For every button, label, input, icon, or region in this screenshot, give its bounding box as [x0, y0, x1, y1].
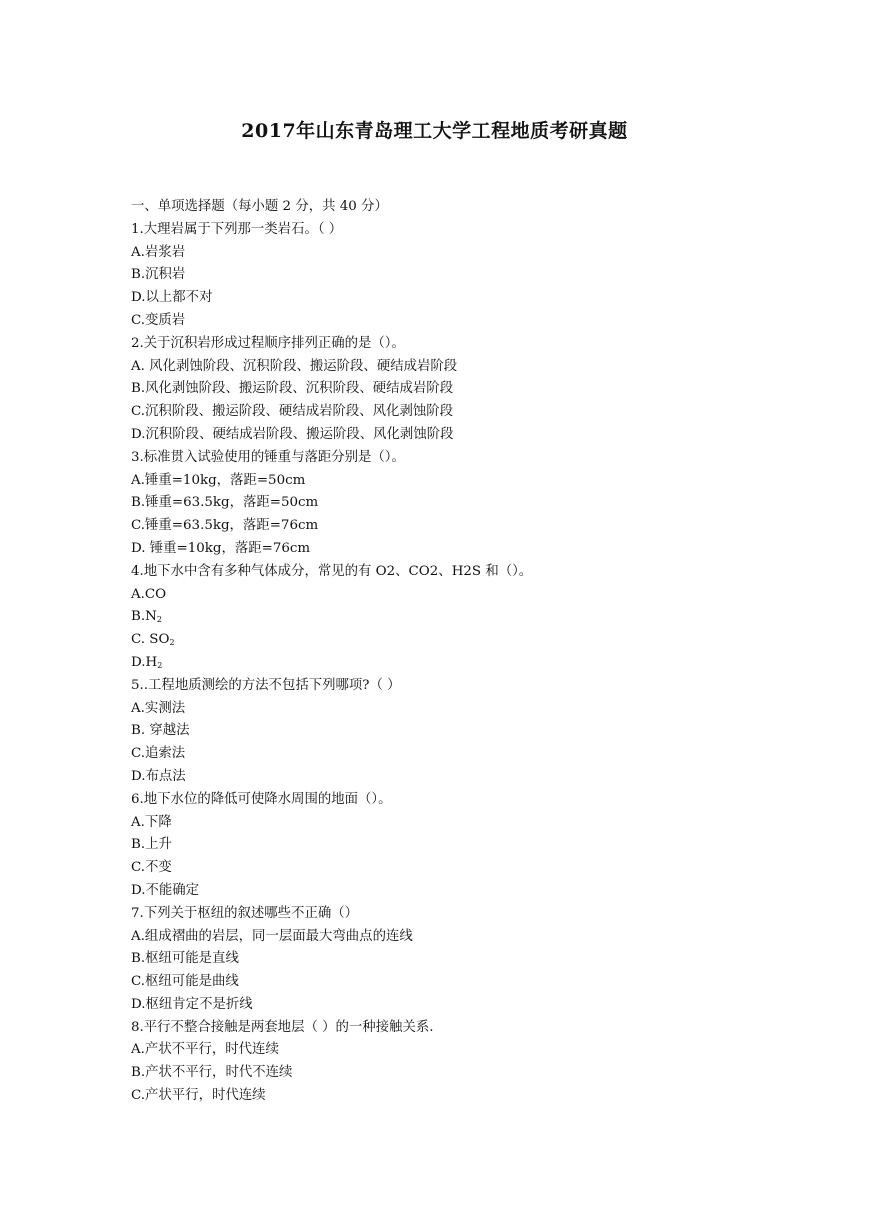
- question-stem: 1.大理岩属于下列那一类岩石。（ ）: [131, 221, 343, 237]
- question-6: [131, 789, 781, 903]
- question-4: [131, 561, 781, 675]
- option: B. 穿越法: [131, 723, 190, 739]
- question-5: [131, 675, 781, 789]
- page-title: 2017年山东青岛理工大学工程地质考研真题: [241, 120, 628, 142]
- question-stem: 3.标准贯入试验使用的锤重与落距分别是（）。: [131, 449, 405, 465]
- option-text: B.N: [131, 609, 157, 625]
- option: C.产状平行，时代连续: [131, 1088, 266, 1104]
- option: D.枢纽肯定不是折线: [131, 996, 253, 1012]
- option-text: D.H: [131, 654, 158, 670]
- option: C.不变: [131, 860, 172, 876]
- option: A.岩浆岩: [131, 244, 186, 260]
- question-1: [131, 219, 781, 333]
- option: [131, 584, 781, 607]
- question-stem: 8.平行不整合接触是两套地层（ ）的一种接触关系.: [131, 1019, 434, 1035]
- option-subscript: 2: [156, 615, 162, 625]
- option: C.枢纽可能是曲线: [131, 974, 239, 990]
- option: C.沉积阶段、搬运阶段、硬结成岩阶段、风化剥蚀阶段: [131, 404, 454, 420]
- option-subscript: 2: [169, 638, 175, 648]
- question-8: [131, 1017, 781, 1108]
- option: D.不能确定: [131, 882, 200, 898]
- option: B.沉积岩: [131, 267, 186, 283]
- option: A.实测法: [131, 700, 186, 716]
- option: B.产状不平行，时代不连续: [131, 1065, 293, 1081]
- question-7: [131, 903, 781, 1017]
- option: C.变质岩: [131, 312, 186, 328]
- option: A.产状不平行，时代连续: [131, 1042, 279, 1058]
- option: [131, 652, 781, 675]
- option: D.布点法: [131, 768, 186, 784]
- option: D.以上都不对: [131, 290, 213, 306]
- question-stem: 6.地下水位的降低可使降水周围的地面（）。: [131, 791, 392, 807]
- option: B.锤重=63.5kg，落距=50cm: [131, 495, 319, 511]
- option: B.枢纽可能是直线: [131, 951, 239, 967]
- question-stem: 2.关于沉积岩形成过程顺序排列正确的是（）。: [131, 335, 405, 351]
- option: A. 风化剥蚀阶段、沉积阶段、搬运阶段、硬结成岩阶段: [131, 358, 458, 374]
- option-text: C. SO: [131, 632, 170, 648]
- option: [131, 606, 781, 629]
- option: A.下降: [131, 814, 172, 830]
- option: D. 锤重=10kg，落距=76cm: [131, 540, 311, 556]
- option-subscript: 2: [157, 660, 163, 670]
- option-text: A.CO: [131, 586, 167, 602]
- question-stem: 4.地下水中含有多种气体成分，常见的有 O2、CO2、H2S 和（）。: [131, 563, 533, 579]
- question-stem: 5..工程地质测绘的方法不包括下列哪项?（ ）: [131, 677, 401, 693]
- section-heading: 一、单项选择题（每小题 2 分，共 40 分）: [131, 199, 388, 214]
- option: A.锤重=10kg，落距=50cm: [131, 472, 306, 488]
- option: B.风化剥蚀阶段、搬运阶段、沉积阶段、硬结成岩阶段: [131, 381, 454, 397]
- exam-content: [131, 196, 781, 1108]
- option: A.组成褶曲的岩层，同一层面最大弯曲点的连线: [131, 928, 413, 944]
- question-stem: 7.下列关于枢纽的叙述哪些不正确（）: [131, 905, 359, 921]
- option: D.沉积阶段、硬结成岩阶段、搬运阶段、风化剥蚀阶段: [131, 426, 454, 442]
- option: [131, 629, 781, 652]
- question-3: [131, 447, 781, 561]
- option: B.上升: [131, 837, 172, 853]
- option: C.追索法: [131, 746, 186, 762]
- option: C.锤重=63.5kg，落距=76cm: [131, 518, 319, 534]
- question-2: [131, 333, 781, 447]
